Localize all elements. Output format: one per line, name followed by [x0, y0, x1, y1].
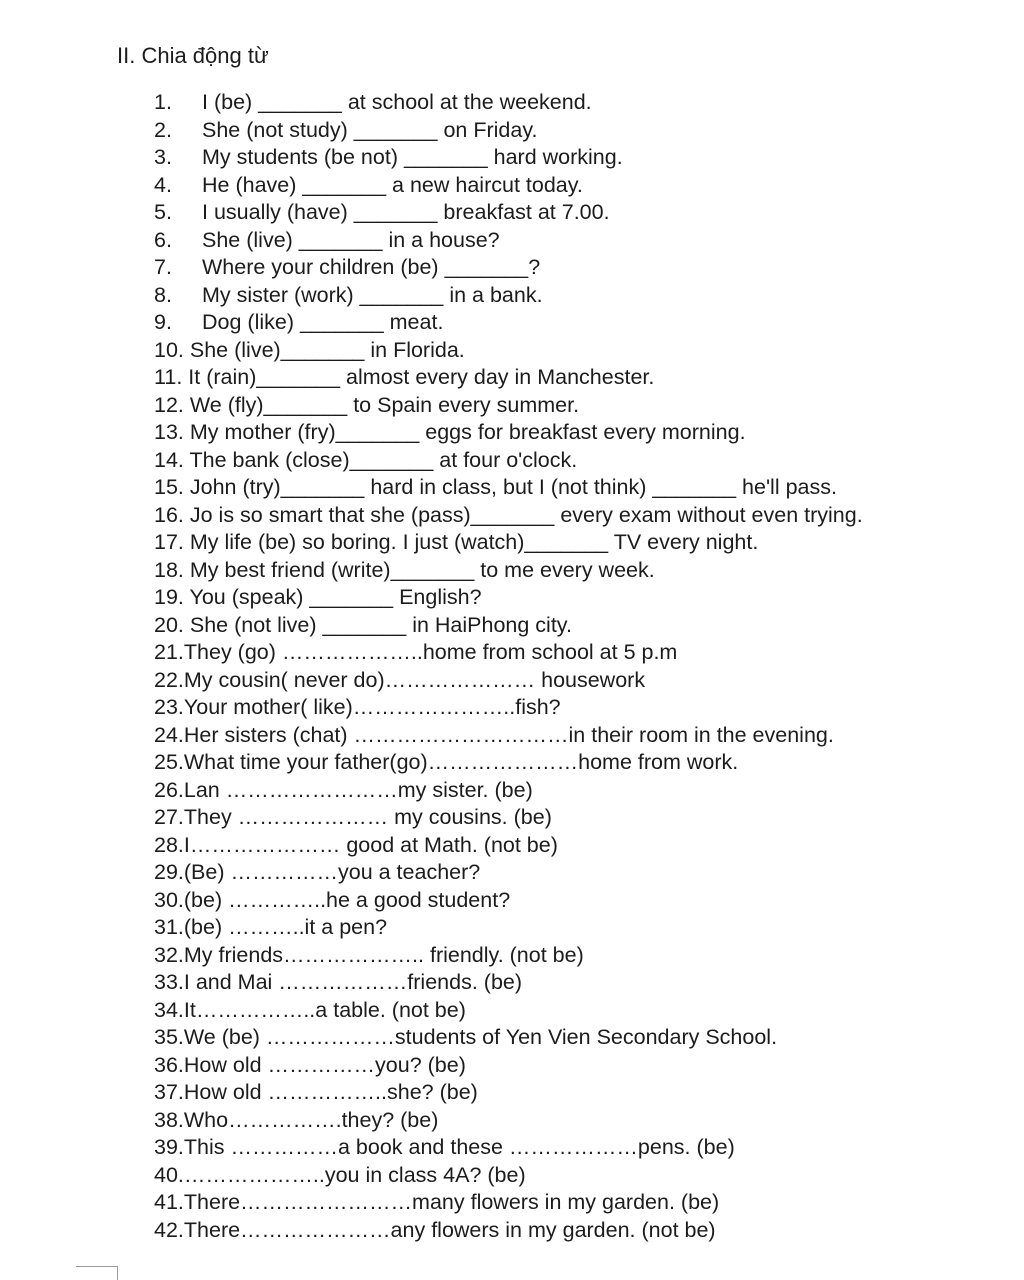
exercise-number: 27. [154, 805, 184, 829]
section-heading: II. Chia động từ [117, 43, 269, 68]
exercise-item [154, 447, 863, 475]
exercise-item [154, 557, 863, 585]
exercise-number: 42. [154, 1217, 184, 1242]
exercise-text: We (be) ………………students of Yen Vien Secondary School. [183, 1025, 778, 1049]
exercise-item [154, 914, 863, 942]
exercise-item [154, 667, 863, 695]
exercise-item [154, 777, 863, 805]
exercise-number: 11. [154, 365, 183, 389]
exercise-text: You (speak) _______ English? [189, 585, 482, 609]
exercise-text: Her sisters (chat) …………………………in their room in the evening. [183, 722, 834, 747]
exercise-number: 20. [154, 612, 184, 637]
exercise-number: 6. [154, 227, 172, 252]
exercise-item [154, 1107, 863, 1135]
exercise-text: I………………… good at Math. (not be) [183, 832, 558, 857]
exercise-number: 10. [154, 337, 184, 362]
exercise-item [154, 419, 863, 447]
exercise-text: (be) ………..it a pen? [183, 915, 388, 939]
exercise-number: 2. [154, 117, 172, 142]
exercise-item [154, 639, 863, 667]
exercise-number: 3. [154, 145, 172, 169]
exercise-item [154, 1217, 863, 1245]
exercise-text: Jo is so smart that she (pass)_______ every exam without even trying. [189, 502, 863, 527]
exercise-item [154, 887, 863, 915]
exercise-text: Who…………….they? (be) [183, 1107, 439, 1132]
exercise-number: 14. [154, 447, 184, 472]
exercise-text: My sister (work) _______ in a bank. [202, 282, 543, 307]
exercise-text: It (rain)_______ almost every day in Manchester. [188, 365, 655, 389]
exercise-item [154, 1189, 863, 1217]
exercise-number: 39. [154, 1135, 184, 1159]
exercise-number: 37. [154, 1080, 184, 1104]
exercise-text: She (live)_______ in Florida. [189, 337, 465, 362]
exercise-number: 26. [154, 777, 184, 802]
exercise-item [154, 942, 863, 970]
exercise-item [154, 227, 863, 255]
exercise-number: 34. [154, 997, 184, 1022]
exercise-text: Dog (like) _______ meat. [202, 310, 444, 334]
exercise-item [154, 1162, 863, 1190]
exercise-text: My students (be not) _______ hard working. [202, 145, 623, 169]
exercise-number: 1. [154, 90, 172, 114]
page-corner-mark [76, 1266, 118, 1280]
exercise-text: ………………..you in class 4A? (be) [183, 1162, 526, 1187]
exercise-text: The bank (close)_______ at four o'clock. [189, 447, 578, 472]
exercise-text: They ………………… my cousins. (be) [183, 805, 552, 829]
exercise-number: 35. [154, 1025, 184, 1049]
exercise-item [154, 694, 863, 722]
exercise-number: 17. [154, 530, 184, 554]
exercise-item [154, 832, 863, 860]
exercise-number: 28. [154, 832, 184, 857]
exercise-text: Lan ……………………my sister. (be) [183, 777, 533, 802]
exercise-text: They (go) ………………..home from school at 5 p.m [183, 640, 678, 664]
exercise-text: John (try)_______ hard in class, but I (not think) _______ he'll pass. [189, 475, 837, 499]
exercise-item [154, 1052, 863, 1080]
exercise-item [154, 749, 863, 777]
exercise-item [154, 1024, 863, 1052]
exercise-number: 32. [154, 942, 184, 967]
exercise-item [154, 254, 863, 282]
exercise-text: Your mother( like)…………………..fish? [183, 695, 561, 719]
exercise-number: 16. [154, 502, 184, 527]
exercise-item [154, 474, 863, 502]
exercise-text: What time your father(go)…………………home from work. [183, 750, 739, 774]
exercise-number: 13. [154, 420, 184, 444]
exercise-number: 24. [154, 722, 184, 747]
exercise-item [154, 282, 863, 310]
exercise-text: It……………..a table. (not be) [183, 997, 466, 1022]
exercise-number: 41. [154, 1190, 184, 1214]
exercise-number: 4. [154, 172, 172, 197]
exercise-item [154, 199, 863, 227]
exercise-text: He (have) _______ a new haircut today. [202, 172, 583, 197]
exercise-number: 33. [154, 970, 184, 994]
exercise-number: 30. [154, 887, 184, 912]
exercise-number: 12. [154, 392, 184, 417]
exercise-item [154, 117, 863, 145]
exercise-number: 18. [154, 557, 184, 582]
exercise-item [154, 859, 863, 887]
exercise-text: I and Mai ………………friends. (be) [183, 970, 523, 994]
exercise-item [154, 144, 863, 172]
exercise-number: 38. [154, 1107, 184, 1132]
exercise-number: 29. [154, 860, 184, 884]
exercise-number: 7. [154, 255, 172, 279]
exercise-item [154, 804, 863, 832]
exercise-item [154, 392, 863, 420]
exercise-number: 5. [154, 200, 172, 224]
exercise-text: There……………………many flowers in my garden. (be) [183, 1190, 720, 1214]
exercise-item [154, 172, 863, 200]
exercise-item [154, 1079, 863, 1107]
exercise-text: (be) …………..he a good student? [183, 887, 511, 912]
exercise-number: 22. [154, 667, 184, 692]
exercise-number: 31. [154, 915, 184, 939]
exercise-item [154, 502, 863, 530]
exercise-text: My mother (fry)_______ eggs for breakfast every morning. [189, 420, 746, 444]
exercise-text: How old ……………..she? (be) [183, 1080, 478, 1104]
exercise-text: This ……………a book and these ………………pens. (be) [183, 1135, 735, 1159]
exercise-number: 25. [154, 750, 184, 774]
exercise-text: We (fly)_______ to Spain every summer. [189, 392, 580, 417]
exercise-item [154, 364, 863, 392]
exercise-text: (Be) ……………you a teacher? [183, 860, 481, 884]
exercise-item [154, 997, 863, 1025]
exercise-item [154, 89, 863, 117]
exercise-list [154, 89, 863, 1244]
exercise-text: There…………………any flowers in my garden. (not be) [183, 1217, 716, 1242]
exercise-text: Where your children (be) _______? [202, 255, 541, 279]
exercise-item [154, 1134, 863, 1162]
exercise-text: She (live) _______ in a house? [202, 227, 500, 252]
exercise-item [154, 584, 863, 612]
exercise-text: My friends……………….. friendly. (not be) [183, 942, 584, 967]
exercise-text: She (not study) _______ on Friday. [202, 117, 538, 142]
exercise-text: She (not live) _______ in HaiPhong city. [189, 612, 572, 637]
exercise-number: 36. [154, 1052, 184, 1077]
exercise-number: 23. [154, 695, 184, 719]
exercise-number: 9. [154, 310, 172, 334]
exercise-item [154, 309, 863, 337]
exercise-text: I (be) _______ at school at the weekend. [202, 90, 592, 114]
exercise-text: I usually (have) _______ breakfast at 7.00. [202, 200, 610, 224]
exercise-item [154, 337, 863, 365]
exercise-item [154, 612, 863, 640]
exercise-number: 15. [154, 475, 184, 499]
exercise-text: My best friend (write)_______ to me every week. [189, 557, 655, 582]
exercise-number: 19. [154, 585, 184, 609]
exercise-text: How old ……………you? (be) [183, 1052, 466, 1077]
exercise-number: 40. [154, 1162, 184, 1187]
exercise-item [154, 529, 863, 557]
exercise-text: My life (be) so boring. I just (watch)_______ TV every night. [189, 530, 759, 554]
exercise-text: My cousin( never do)………………… housework [183, 667, 646, 692]
exercise-number: 8. [154, 282, 172, 307]
exercise-item [154, 722, 863, 750]
exercise-item [154, 969, 863, 997]
exercise-number: 21. [154, 640, 184, 664]
